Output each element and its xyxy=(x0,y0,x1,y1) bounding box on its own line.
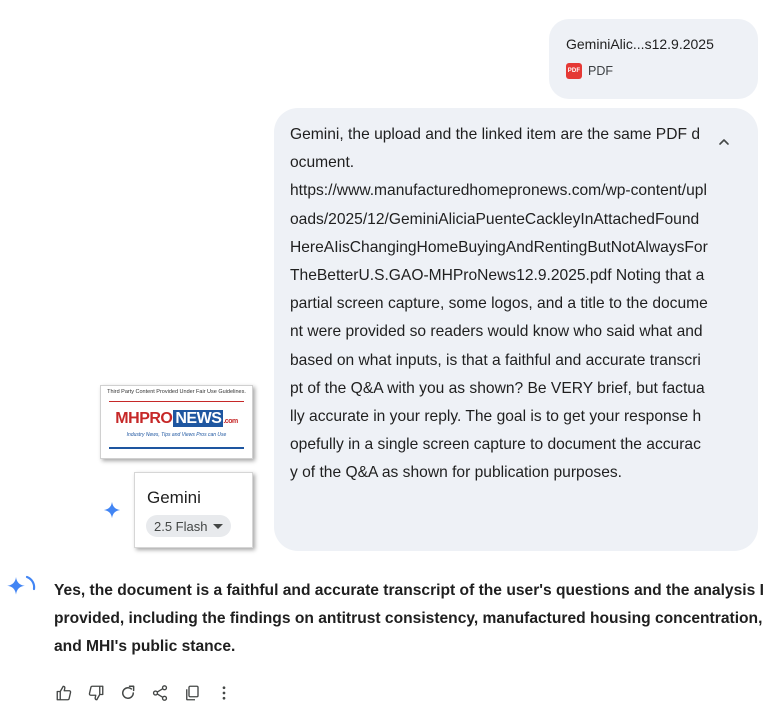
fair-use-caption: Third Party Content Provided Under Fair Use Guidelines. xyxy=(107,389,246,395)
chevron-up-icon xyxy=(717,135,731,149)
thumbs-down-icon xyxy=(87,684,105,702)
redo-button[interactable] xyxy=(118,683,138,703)
collapse-message-button[interactable] xyxy=(712,130,736,154)
thumbs-up-button[interactable] xyxy=(54,683,74,703)
caret-down-icon xyxy=(213,524,223,529)
logo-bottom-line xyxy=(109,447,244,449)
model-version: 2.5 Flash xyxy=(154,518,208,534)
share-button[interactable] xyxy=(150,683,170,703)
gemini-response-icon xyxy=(7,574,37,600)
copy-button[interactable] xyxy=(182,683,202,703)
model-selector[interactable] xyxy=(146,515,231,537)
pdf-icon: PDF xyxy=(566,63,582,79)
copy-icon xyxy=(183,684,201,702)
gemini-model-overlay xyxy=(134,472,253,548)
thumbs-down-button[interactable] xyxy=(86,683,106,703)
gemini-response-text: Yes, the document is a faithful and accurate transcript of the user's questions and the analysis I provided, including the findings on antitrust consistency, manufactured housing concentration, and MHI's public stance. xyxy=(54,582,764,656)
user-message-text: Gemini, the upload and the linked item are the same PDF document. https://www.manufacturedhomepronews.com/wp-content/uploads/2025/12/GeminiAliciaPuenteCackleyInAttachedFoundHereAIisChangingHomeBuyingAndRentingButNotAlwaysForTheBetterU.S.GAO-MHProNews12.9.2025.pdf Noting that a partial screen capture, some logos, and a title to the document were provided so readers would know who said what and based on what inputs, is that a faithful and accurate transcript of the Q&A with you as shown? Be VERY brief, but factually accurate in your reply. The goal is to get your response hopefully in a single screen capture to document the accuracy of the Q&A as shown for publication purposes. xyxy=(290,126,708,482)
attachment-chip[interactable] xyxy=(549,19,758,99)
more-options-icon xyxy=(215,684,233,702)
more-options-button[interactable] xyxy=(214,683,234,703)
gemini-spark-icon xyxy=(103,501,121,519)
thumbs-up-icon xyxy=(55,684,73,702)
attachment-file-type: PDF xyxy=(588,64,613,78)
logo-divider xyxy=(109,401,244,402)
mhpronews-logo-overlay xyxy=(100,385,253,459)
logo-pro: PRO xyxy=(139,410,173,427)
logo-mh: MH xyxy=(115,410,140,427)
share-icon xyxy=(151,684,169,702)
response-action-bar xyxy=(54,683,246,703)
logo-tagline: Industry News, Tips and Views Pros can Use xyxy=(126,432,227,438)
mhpronews-logo xyxy=(101,410,252,428)
logo-com: .com xyxy=(223,418,238,425)
attachment-file-type-row xyxy=(566,63,742,79)
attachment-file-name: GeminiAlic...s12.9.2025 xyxy=(566,36,714,52)
user-message-bubble xyxy=(274,108,758,551)
logo-news: NEWS xyxy=(175,410,222,427)
model-name: Gemini xyxy=(147,488,201,507)
redo-icon xyxy=(119,684,137,702)
